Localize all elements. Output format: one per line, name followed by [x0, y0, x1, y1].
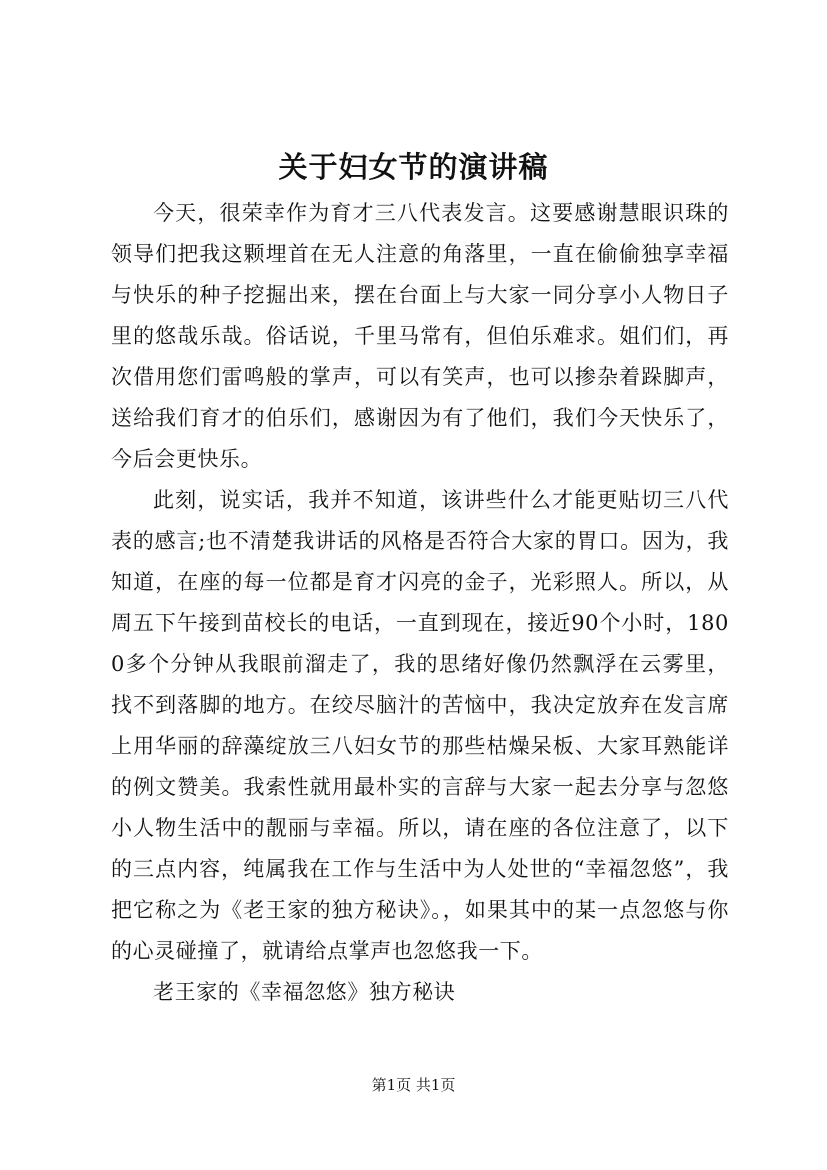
document-body	[111, 193, 729, 1013]
paragraph-3: 老王家的《幸福忽悠》独方秘诀	[153, 980, 456, 1004]
paragraph-2: 此刻，说实话，我并不知道，该讲些什么才能更贴切三八代表的感言;也不清楚我讲话的风格是否符合大家的胃口。因为，我知道，在座的每一位都是育才闪亮的金子，光彩照人。所以，从周五下午接到苗校长的电话，一直到现在，接近90个小时，1800多个分钟从我眼前溜走了，我的思绪好像仍然飘浮在云雾里，找不到落脚的地方。在绞尽脑汁的苦恼中，我决定放弃在发言席上用华丽的辞藻绽放三八妇女节的那些枯燥呆板、大家耳熟能详的例文赞美。我索性就用最朴实的言辞与大家一起去分享与忽悠小人物生活中的靓丽与幸福。所以，请在座的各位注意了，以下的三点内容，纯属我在工作与生活中为人处世的“幸福忽悠”，我把它称之为《老王家的独方秘诀》。，如果其中的某一点忽悠与你的心灵碰撞了，就请给点掌声也忽悠我一下。	[111, 488, 729, 963]
paragraph-1: 今天，很荣幸作为育才三八代表发言。这要感谢慧眼识珠的领导们把我这颗埋首在无人注意的角落里，一直在偷偷独享幸福与快乐的种子挖掘出来，摆在台面上与大家一同分享小人物日子里的悠哉乐哉。俗话说，千里马常有，但伯乐难求。姐们们，再次借用您们雷鸣般的掌声，可以有笑声，也可以掺杂着跺脚声，送给我们育才的伯乐们，感谢因为有了他们，我们今天快乐了，今后会更快乐。	[111, 201, 729, 471]
page-footer: 第1页 共1页	[371, 1076, 456, 1094]
document-title: 关于妇女节的演讲稿	[278, 150, 549, 184]
